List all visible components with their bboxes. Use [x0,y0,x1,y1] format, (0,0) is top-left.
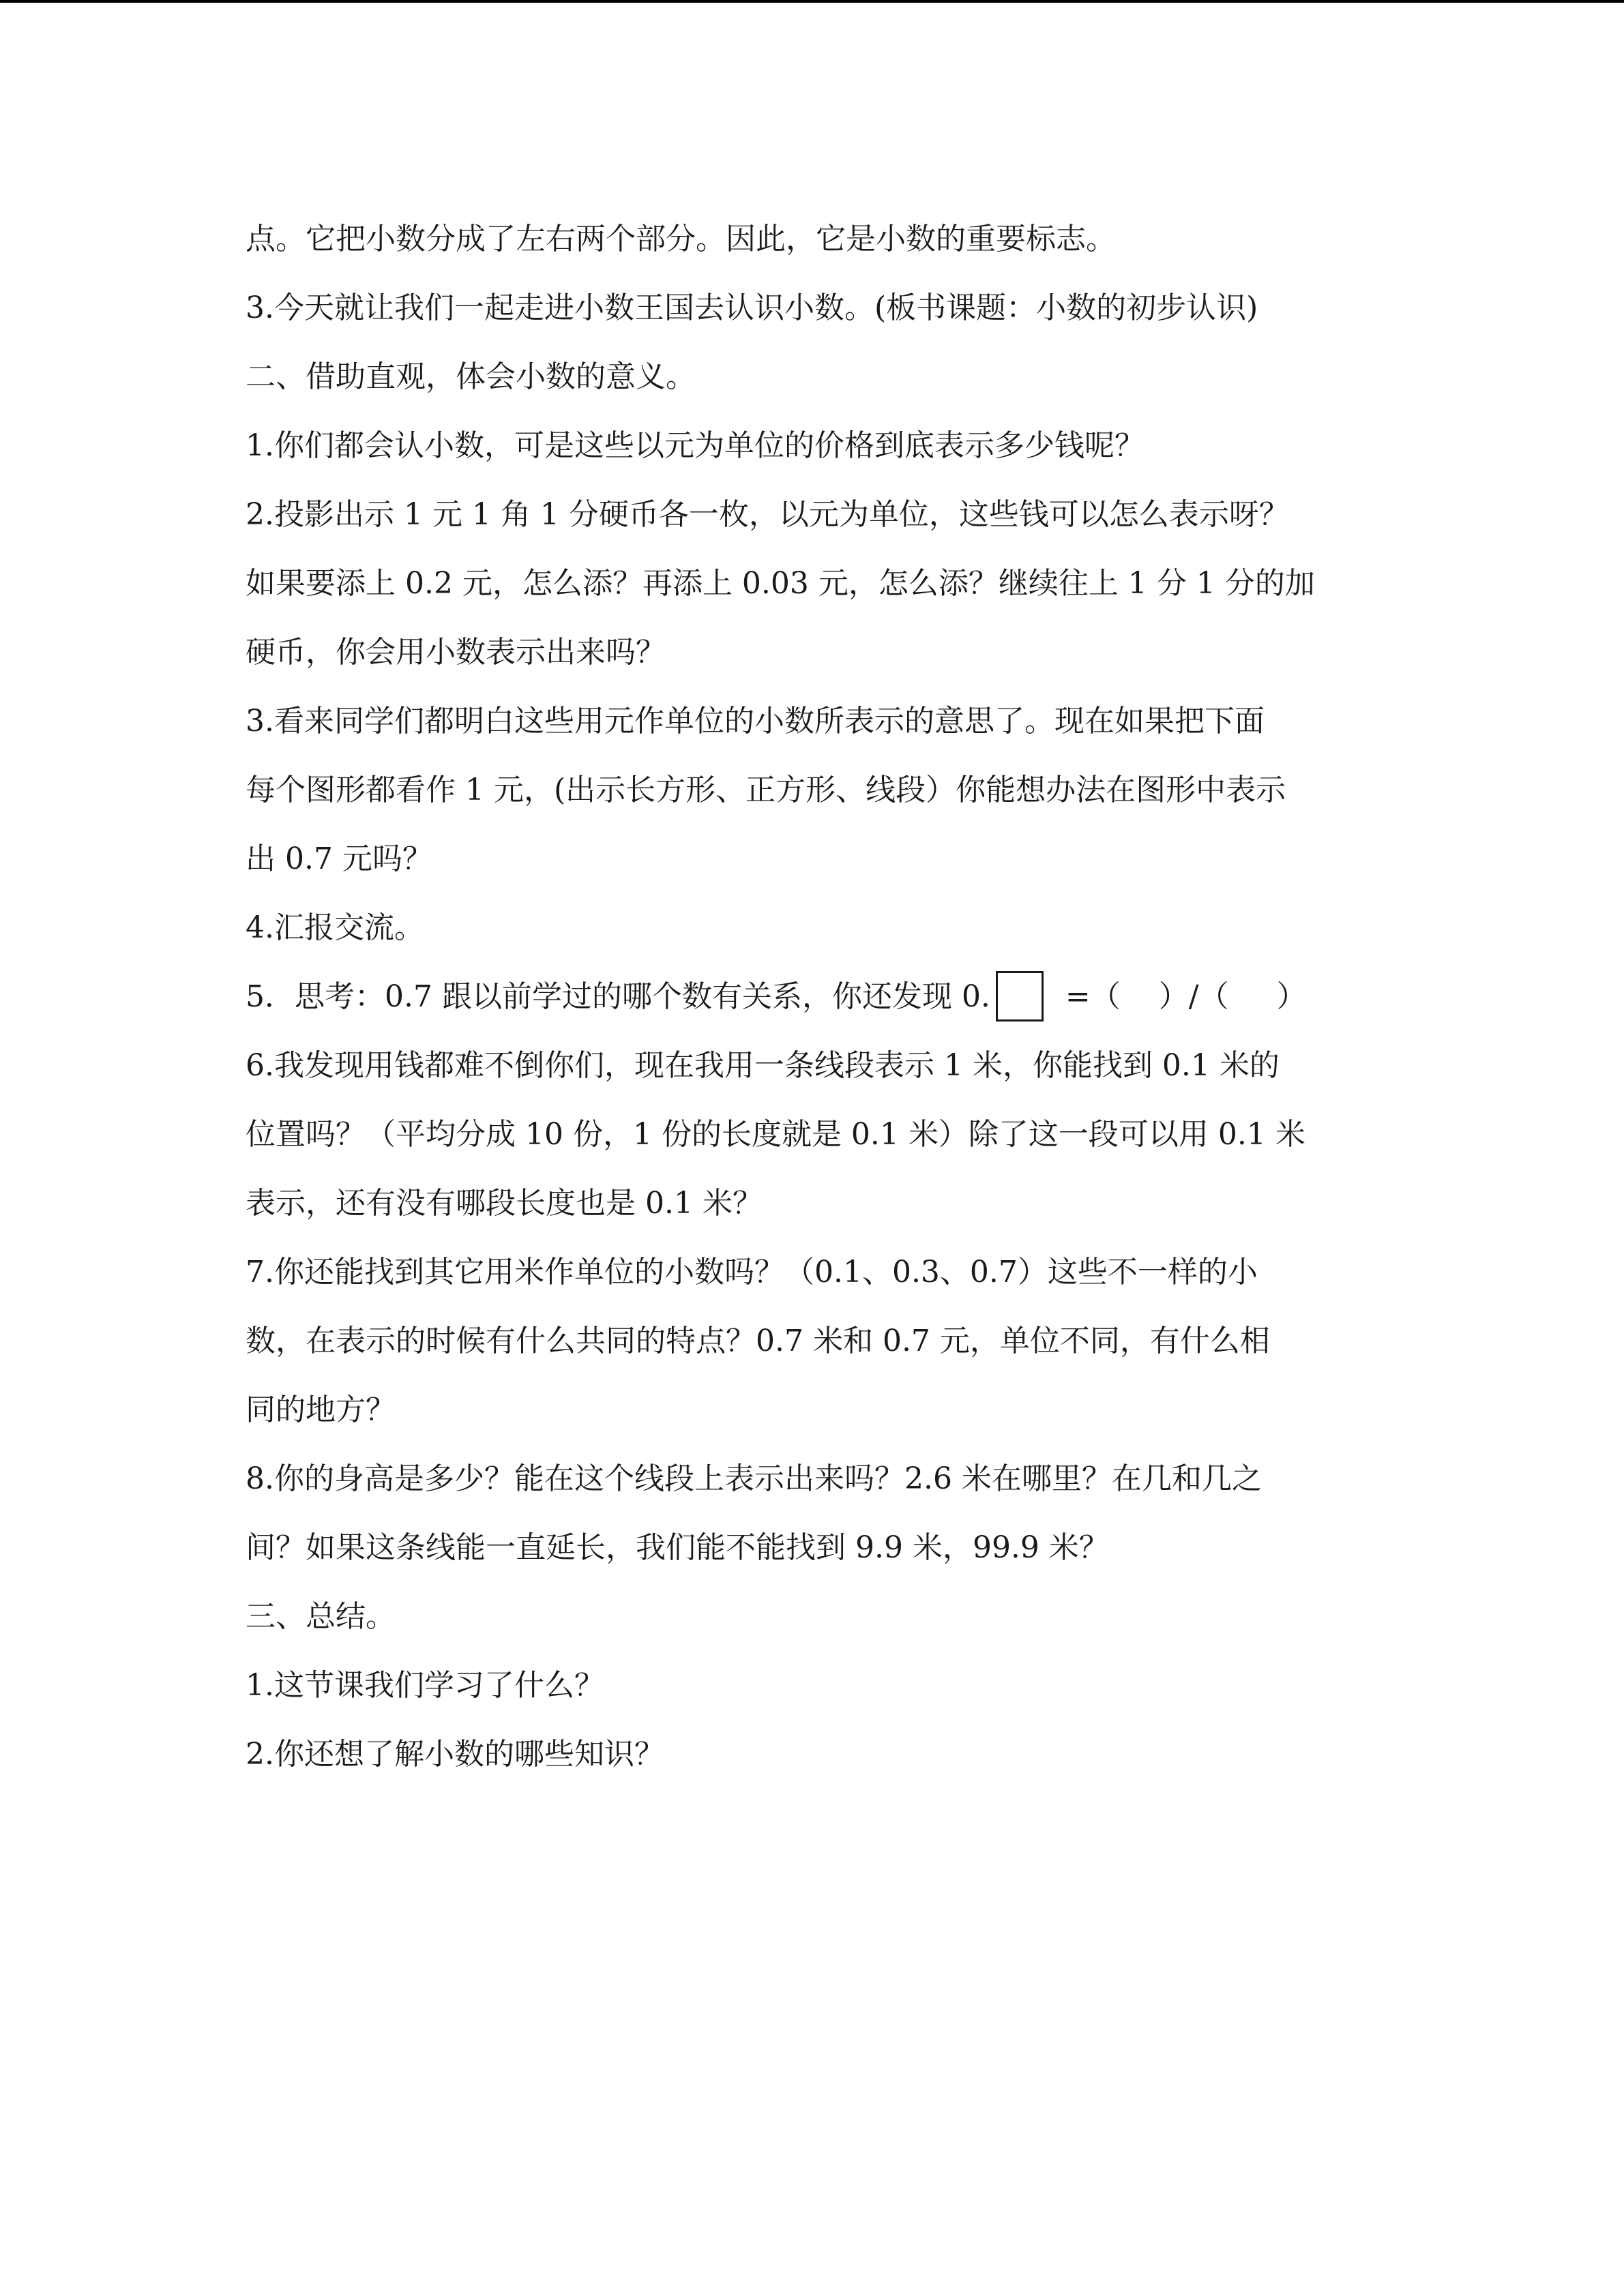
text-line: 数，在表示的时候有什么共同的特点？0.7 米和 0.7 元，单位不同，有什么相 [246,1324,1270,1358]
think-question-text: 5．思考：0.7 跟以前学过的哪个数有关系，你还发现 0. [246,979,990,1014]
text-line: 6.我发现用钱都难不倒你们，现在我用一条线段表示 1 米，你能找到 0.1 米的 [246,1048,1280,1083]
text-line: 8.你的身高是多少？能在这个线段上表示出来吗？2.6 米在哪里？在几和几之 [246,1461,1262,1496]
section-heading: 三、总结。 [246,1599,396,1634]
text-line: 表示，还有没有哪段长度也是 0.1 米？ [246,1186,763,1221]
section-heading: 二、借助直观，体会小数的意义。 [246,359,696,394]
think-question-line [246,962,1391,1031]
text-line: 1.这节课我们学习了什么？ [246,1668,604,1703]
answer-blank-box [996,971,1044,1022]
text-line: 每个图形都看作 1 元，(出示长方形、正方形、线段）你能想办法在图形中表示 [246,773,1286,807]
text-line: 点。它把小数分成了左右两个部分。因此，它是小数的重要标志。 [246,222,1116,256]
text-line: 1.你们都会认小数，可是这些以元为单位的价格到底表示多少钱呢？ [246,428,1145,463]
text-line: 如果要添上 0.2 元，怎么添？再添上 0.03 元，怎么添？继续往上 1 分 1 分的加 [246,566,1315,601]
text-line: 2.你还想了解小数的哪些知识？ [246,1737,664,1772]
text-line: 硬币，你会用小数表示出来吗？ [246,635,666,670]
page-top-border [0,0,1624,3]
text-line: 出 0.7 元吗？ [246,841,432,876]
text-line: 7.你还能找到其它用米作单位的小数吗？（0.1、0.3、0.7）这些不一样的小 [246,1255,1258,1289]
text-line: 间？如果这条线能一直延长，我们能不能找到 9.9 米，99.9 米？ [246,1530,1109,1565]
text-line: 3.看来同学们都明白这些用元作单位的小数所表示的意思了。现在如果把下面 [246,704,1265,739]
text-line: 同的地方？ [246,1392,396,1427]
fraction-blanks-text: =（ ）/（ ） [1055,979,1307,1014]
text-line: 3.今天就让我们一起走进小数王国去认识小数。(板书课题：小数的初步认识) [246,290,1258,325]
document-body [246,205,1391,1789]
text-line: 2.投影出示 1 元 1 角 1 分硬币各一枚，以元为单位，这些钱可以怎么表示呀？ [246,497,1289,532]
text-line: 位置吗？（平均分成 10 份，1 份的长度就是 0.1 米）除了这一段可以用 0.1 米 [246,1117,1305,1152]
text-line: 4.汇报交流。 [246,910,424,945]
